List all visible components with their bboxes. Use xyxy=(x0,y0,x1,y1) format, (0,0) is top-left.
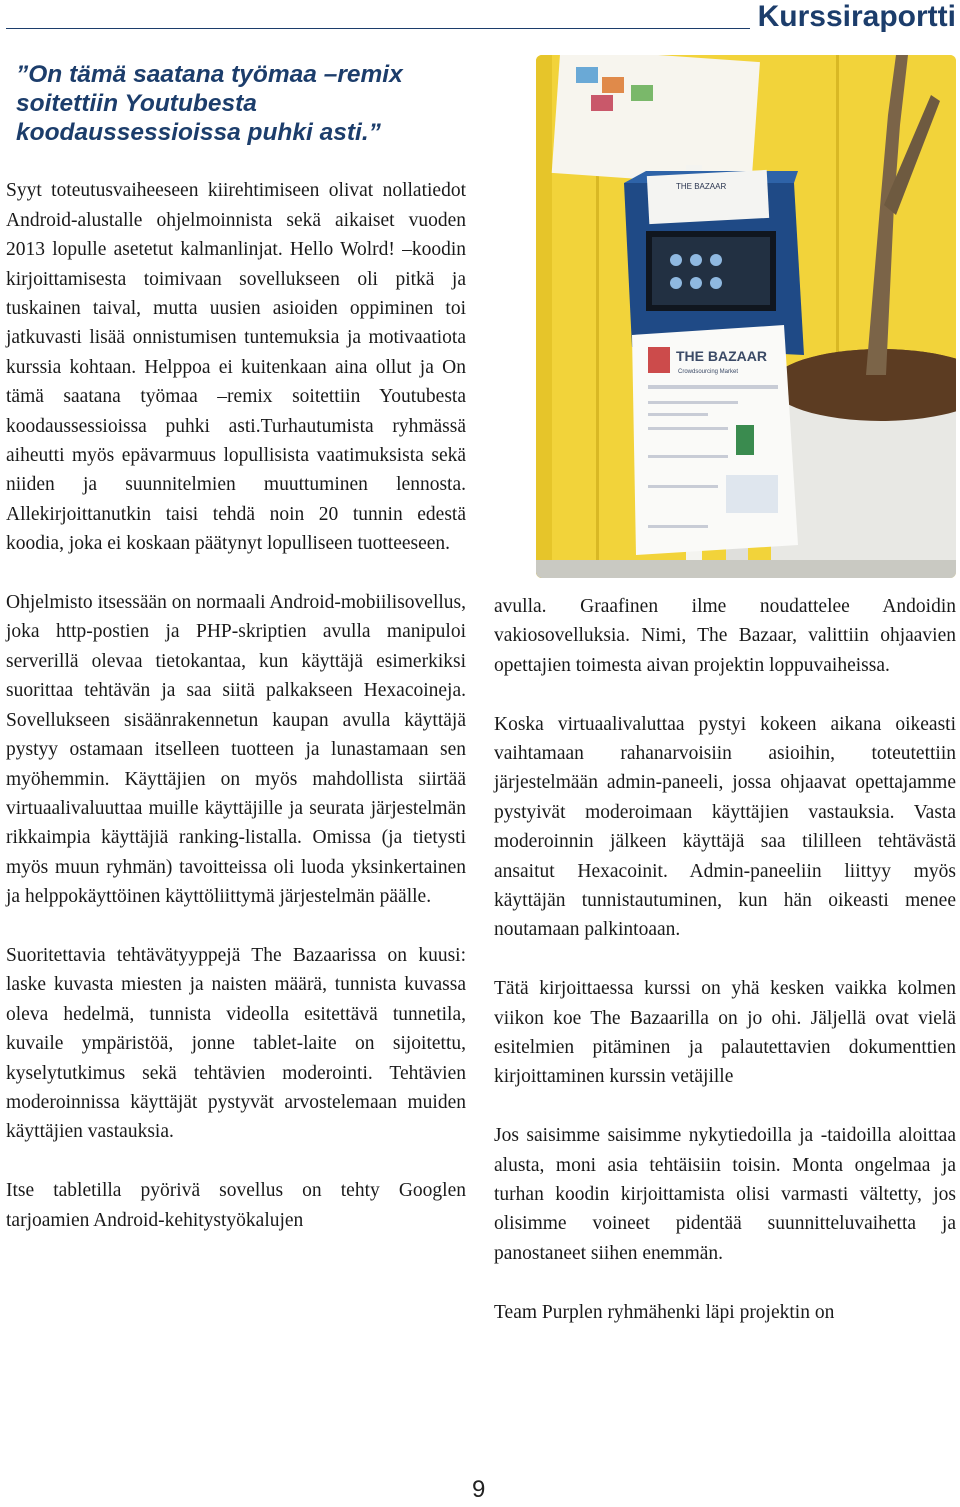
left-column xyxy=(6,60,466,1264)
poster-title: THE BAZAAR xyxy=(676,348,767,364)
right-paragraph-2: Koska virtuaalivaluttaa pystyi kokeen aikana oikeasti vaihtamaan rahanarvoisiin asioihin, toteutettiin järjestelmään admin-paneeli, jossa ohjaavat opettajamme pystyivät moderoimaan käyttäjien vastauksia. Vasta moderoinnin jälkeen käyttäjä saa tililleen tehtävästä ansaitut Hexacoinit. Admin-paneeliin liittyy myös käyttäjän tunnistautuminen, kun hän oikeasti menee noutamaan palkintoaan. xyxy=(494,713,956,941)
section-title: Kurssiraportti xyxy=(757,0,956,33)
right-paragraph-5: Team Purplen ryhmähenki läpi projektin on xyxy=(494,1301,835,1323)
right-paragraph-3: Tätä kirjoittaessa kurssi on yhä kesken vaikka kolmen viikon koe The Bazaarilla on jo ohi. Jäljellä ovat vielä esitelmien pitäminen ja palautettavien dokumenttien kirjoittaminen kurssin vetäjille xyxy=(494,978,956,1088)
left-paragraph-4: Itse tabletilla pyörivä sovellus on tehty Googlen tarjoamien Android-kehitystyökalujen xyxy=(6,1180,466,1231)
title-rule xyxy=(6,28,750,29)
poster-subtitle: Crowdsourcing Market xyxy=(678,369,739,375)
kiosk-photo xyxy=(536,55,956,578)
right-column xyxy=(494,592,956,1356)
right-paragraph-4: Jos saisimme saisimme nykytiedoilla ja -taidoilla aloittaa alusta, moni asia tehtäisiin toisin. Monta ongelmaa ja turhan koodin kirjoittamista olisi varmasti vältetty, jos olisimme voineet pidentää suunnitteluvaihetta ja panostaneet siihen enemmän. xyxy=(494,1125,956,1264)
right-paragraph-1: avulla. Graafinen ilme noudattelee Andoidin vakiosovelluksia. Nimi, The Bazaar, valittiin ohjaavien opettajien toimesta aivan projektin loppuvaiheissa. xyxy=(494,596,956,676)
left-paragraph-2: Ohjelmisto itsessään on normaali Android-mobiilisovellus, joka http-postien ja PHP-skriptien avulla manipuloi serverillä olevaa tietokantaa, kun käyttäjä esimerkiksi suorittaa tehtävän ja saa siitä palkakseen Hexacoineja. Sovellukseen sisäänrakennetun kaupan avulla käyttäjä pystyy ostamaan itselleen tuotteen ja lunastamaan sen myöhemmin. Käyttäjien on myös mahdollista siirtää virtuaalivaluuttaa muille käyttäjille ja seurata järjestelmän rikkaimpia käyttäjiä ranking-listalla. Omissa (ja tietysti myös muun ryhmän) tavoitteissa oli luoda yksinkertainen ja helppokäyttöinen käyttöliittymä järjestelmän päälle. xyxy=(6,592,466,908)
page-number: 9 xyxy=(472,1476,486,1503)
pull-quote: ”On tämä saatana työmaa –remix soitettiin Youtubesta koodaussessioissa puhki asti.” xyxy=(16,61,403,146)
left-paragraph-3: Suoritettavia tehtävätyyppejä The Bazaarissa on kuusi: laske kuvasta miesten ja naisten määrä, tunnista kuvassa oleva hedelmä, tunnista videolla esitettävä tunnetila, kuvaile ympäristöä, jonne tablet-laite on sijoitettu, kyselytutkimus sekä tehtävien moderointi. Tehtävien moderoinnissa käyttäjät pystyvät arvostelemaan muiden käyttäjien vastauksia. xyxy=(6,944,466,1143)
kiosk-sign-text: THE BAZAAR xyxy=(676,182,727,191)
left-paragraph-1: Syyt toteutusvaiheeseen kiirehtimiseen olivat nollatiedot Android-alustalle ohjelmoinnista sekä aikaiset vuoden 2013 lopulle asetetut kalmanlinjat. Hello Wolrd! –koodin kirjoittamisesta toimivaan sovellukseen oli pitkä ja tuskainen taival, mutta uusien asioiden oppiminen toi jatkuvasti lisää onnistumisen tuntemuksia ja motivaatiota kurssia kohtaan. Helppoa ei kuitenkaan aina ollut ja On tämä saatana työmaa –remix soitettiin Youtubesta koodaussessioissa puhki asti.Turhautumista ryhmässä aiheutti myös epävarmuus lopullisista vaatimuksista sekä niiden ja suunnitelmien muuttuminen lennosta. Allekirjoittanutkin taisi tehdä noin 20 tunnin edestä koodia, joka ei koskaan päätynyt lopulliseen tuotteeseen. xyxy=(6,180,466,555)
